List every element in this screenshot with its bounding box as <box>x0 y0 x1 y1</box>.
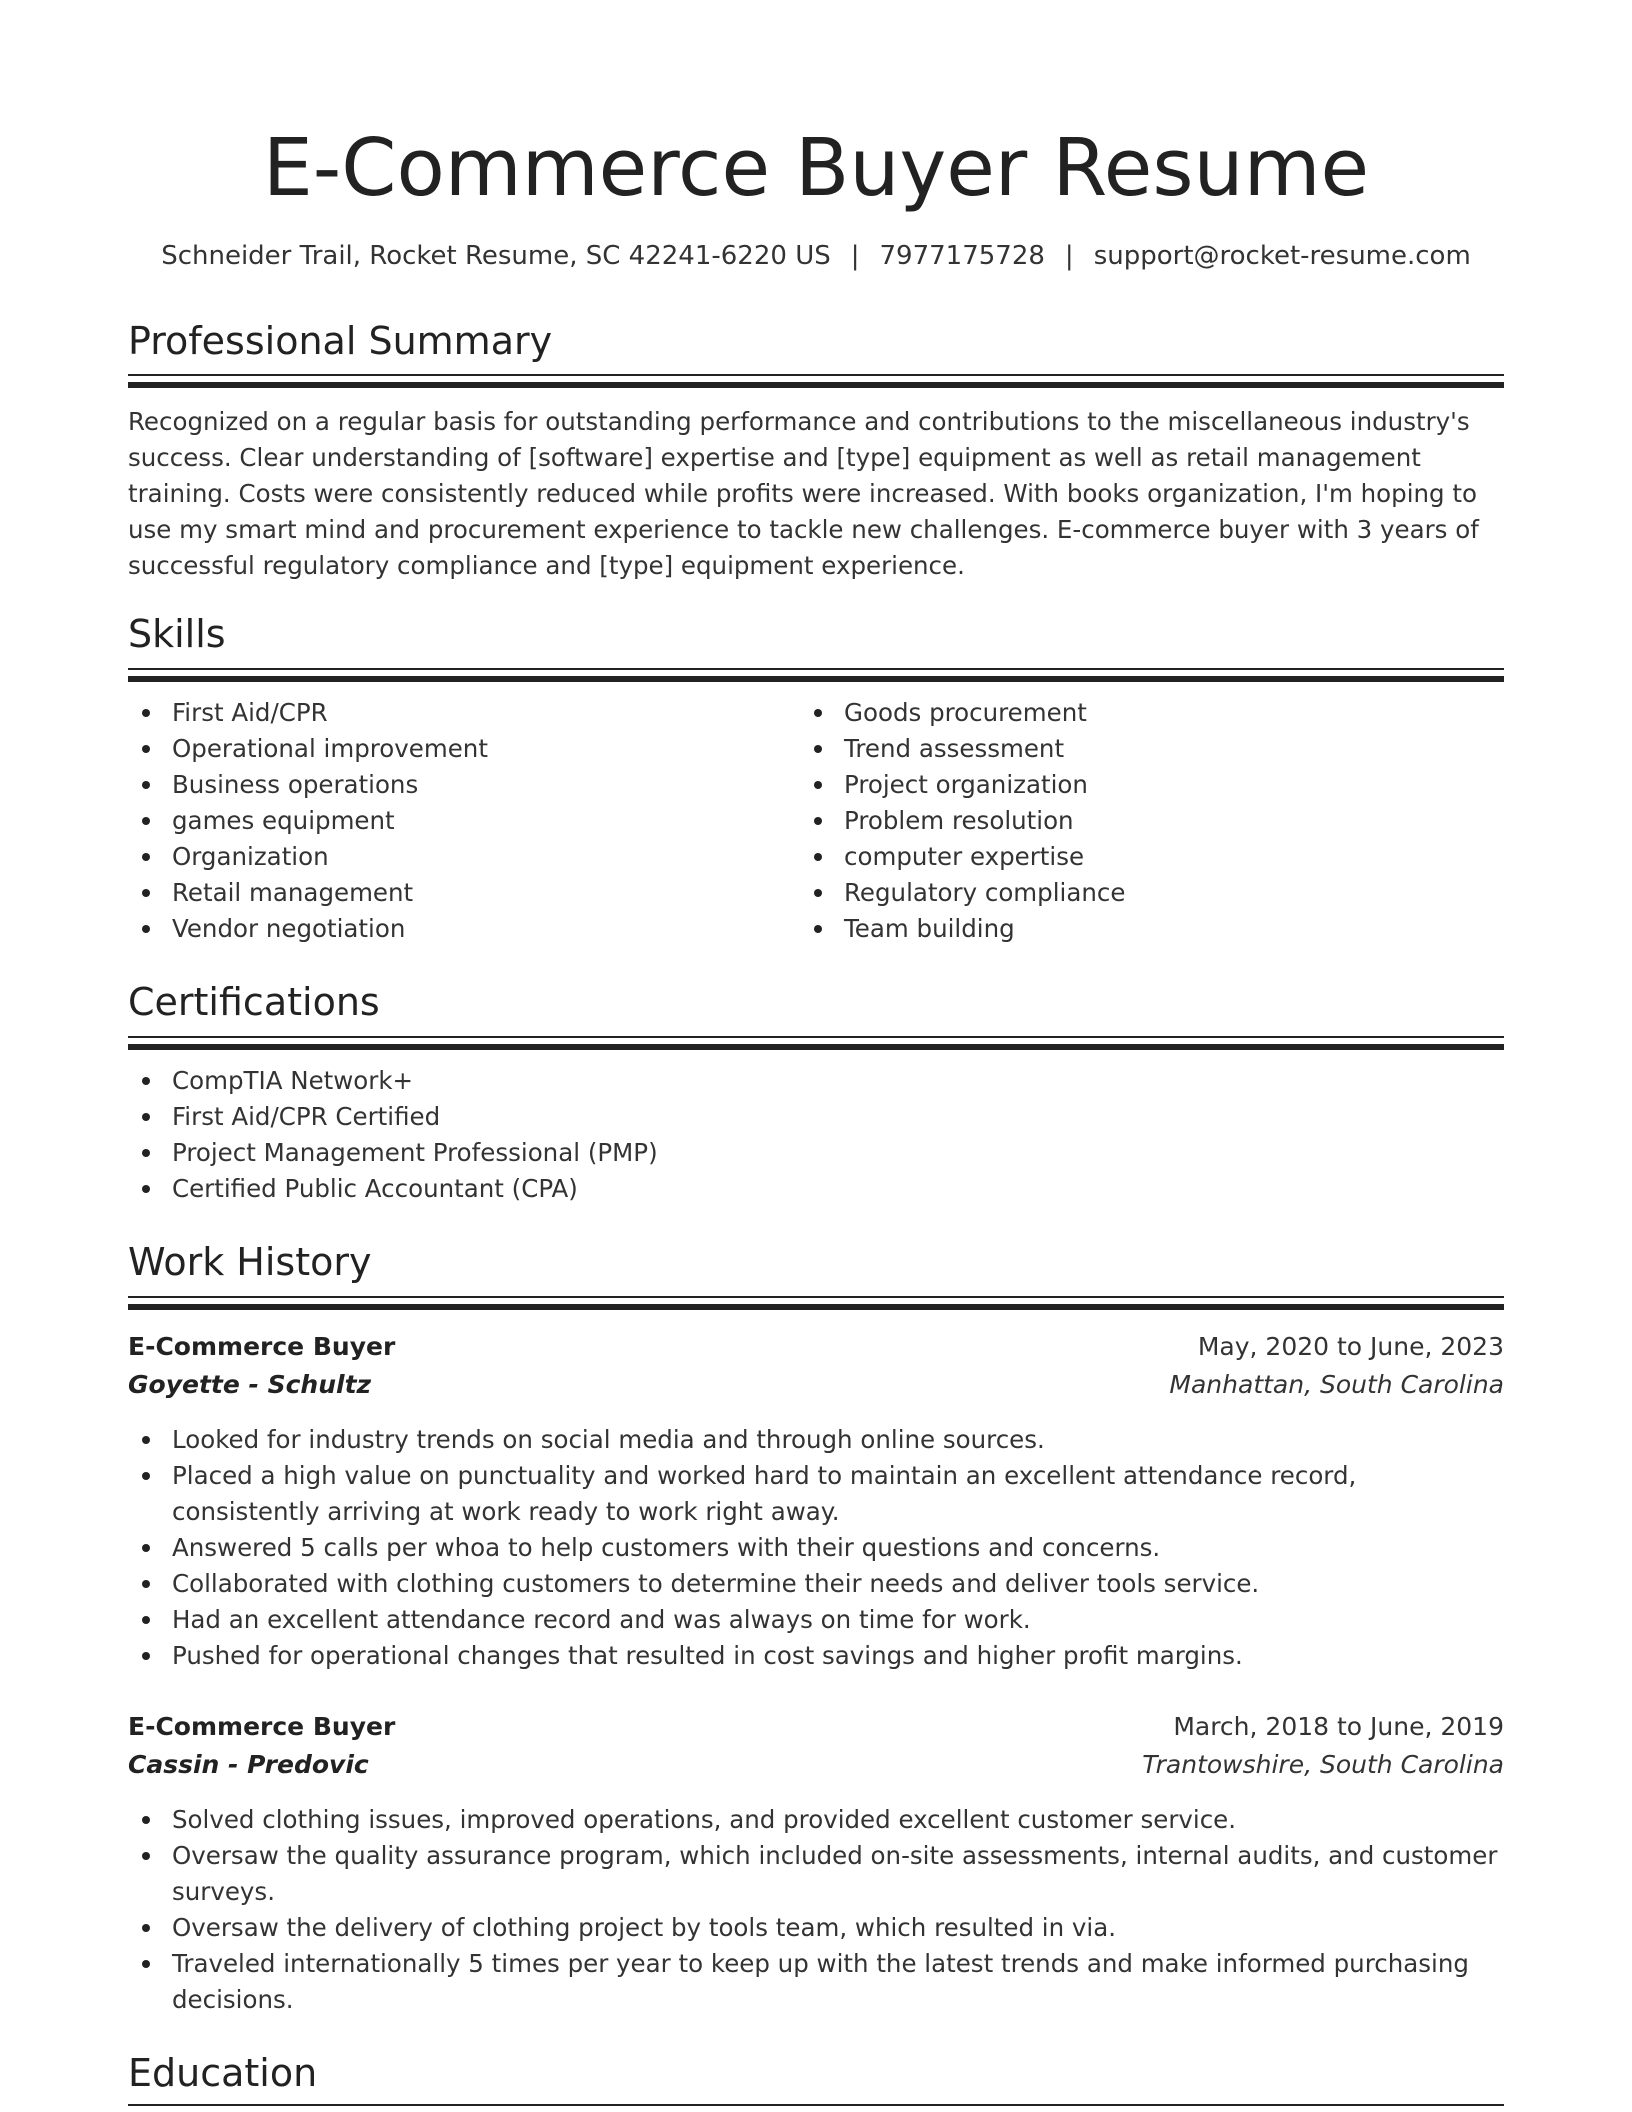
job-company: Goyette - Schultz <box>128 1370 372 1399</box>
job-bullet: Oversaw the quality assurance program, which included on-site assessments, internal audits, and customer surveys. <box>128 1838 1504 1910</box>
section-divider <box>128 1296 1504 1310</box>
certification-item: Project Management Professional (PMP) <box>128 1135 1504 1171</box>
job-bullet: Collaborated with clothing customers to determine their needs and deliver tools service. <box>128 1566 1504 1602</box>
contact-email: support@rocket-resume.com <box>1093 241 1471 271</box>
job-bullet: Looked for industry trends on social media and through online sources. <box>128 1422 1504 1458</box>
job-bullets <box>128 1422 1504 1674</box>
work-history-heading: Work History <box>128 1240 372 1284</box>
contact-line <box>0 238 1632 274</box>
certifications-list <box>128 1063 1504 1207</box>
job-title: E-Commerce Buyer <box>128 1332 396 1361</box>
section-divider <box>128 668 1504 682</box>
skill-item: Project organization <box>800 767 1480 803</box>
section-divider <box>128 1036 1504 1050</box>
summary-text: Recognized on a regular basis for outstanding performance and contributions to the miscellaneous industry's success. Clear understanding of [software] expertise and [type] equipment as well as retail management training. Costs were consistently reduced while profits were increased. With books organization, I'm hoping to use my smart mind and procurement experience to tackle new challenges. E-commerce buyer with 3 years of successful regulatory compliance and [type] equipment experience. <box>128 407 1479 580</box>
job-header <box>128 1708 1504 1784</box>
resume-title: E-Commerce Buyer Resume <box>262 122 1370 214</box>
skill-item: Goods procurement <box>800 695 1480 731</box>
job-bullet: Answered 5 calls per whoa to help customers with their questions and concerns. <box>128 1530 1504 1566</box>
skill-item: games equipment <box>128 803 808 839</box>
certifications-section <box>128 977 1504 1203</box>
skill-item: Organization <box>128 839 808 875</box>
skills-list-right <box>800 695 1480 947</box>
job-title: E-Commerce Buyer <box>128 1712 396 1741</box>
job-location: Trantowshire, South Carolina <box>1142 1750 1504 1779</box>
job-bullet: Placed a high value on punctuality and worked hard to maintain an excellent attendance record, consistently arriving at work ready to work right away. <box>128 1458 1504 1530</box>
skill-item: Trend assessment <box>800 731 1480 767</box>
job-bullet: Pushed for operational changes that resulted in cost savings and higher profit margins. <box>128 1638 1504 1674</box>
education-heading: Education <box>128 2051 318 2095</box>
skill-item: Operational improvement <box>128 731 808 767</box>
section-divider <box>128 374 1504 388</box>
skill-item: computer expertise <box>800 839 1480 875</box>
summary-heading: Professional Summary <box>128 319 553 363</box>
contact-separator: | <box>1064 241 1074 271</box>
skill-item: First Aid/CPR <box>128 695 808 731</box>
certifications-heading: Certifications <box>128 980 380 1024</box>
section-divider <box>128 2104 1504 2106</box>
job-location: Manhattan, South Carolina <box>1169 1370 1504 1399</box>
job-dates: March, 2018 to June, 2019 <box>1173 1712 1504 1741</box>
skill-item: Regulatory compliance <box>800 875 1480 911</box>
certification-item: Certified Public Accountant (CPA) <box>128 1171 1504 1207</box>
work-history-section <box>128 1237 1504 2014</box>
contact-separator: | <box>850 241 860 271</box>
certification-item: First Aid/CPR Certified <box>128 1099 1504 1135</box>
job-header <box>128 1328 1504 1404</box>
summary-section <box>128 316 1504 580</box>
job-company: Cassin - Predovic <box>128 1750 369 1779</box>
skills-list-left <box>128 695 808 947</box>
skills-columns <box>128 695 1504 955</box>
education-section <box>128 2048 1504 2098</box>
job-bullet: Solved clothing issues, improved operations, and provided excellent customer service. <box>128 1802 1504 1838</box>
contact-phone: 7977175728 <box>879 241 1045 271</box>
skill-item: Vendor negotiation <box>128 911 808 947</box>
contact-address: Schneider Trail, Rocket Resume, SC 42241-6220 US <box>161 241 831 271</box>
skills-heading: Skills <box>128 612 226 656</box>
certification-item: CompTIA Network+ <box>128 1063 1504 1099</box>
skill-item: Problem resolution <box>800 803 1480 839</box>
job-bullet: Traveled internationally 5 times per year to keep up with the latest trends and make informed purchasing decisions. <box>128 1946 1504 2018</box>
job-bullet: Had an excellent attendance record and was always on time for work. <box>128 1602 1504 1638</box>
skill-item: Team building <box>800 911 1480 947</box>
job-bullet: Oversaw the delivery of clothing project by tools team, which resulted in via. <box>128 1910 1504 1946</box>
skill-item: Business operations <box>128 767 808 803</box>
job-dates: May, 2020 to June, 2023 <box>1197 1332 1504 1361</box>
skill-item: Retail management <box>128 875 808 911</box>
skills-section <box>128 609 1504 943</box>
job-bullets <box>128 1802 1504 2018</box>
